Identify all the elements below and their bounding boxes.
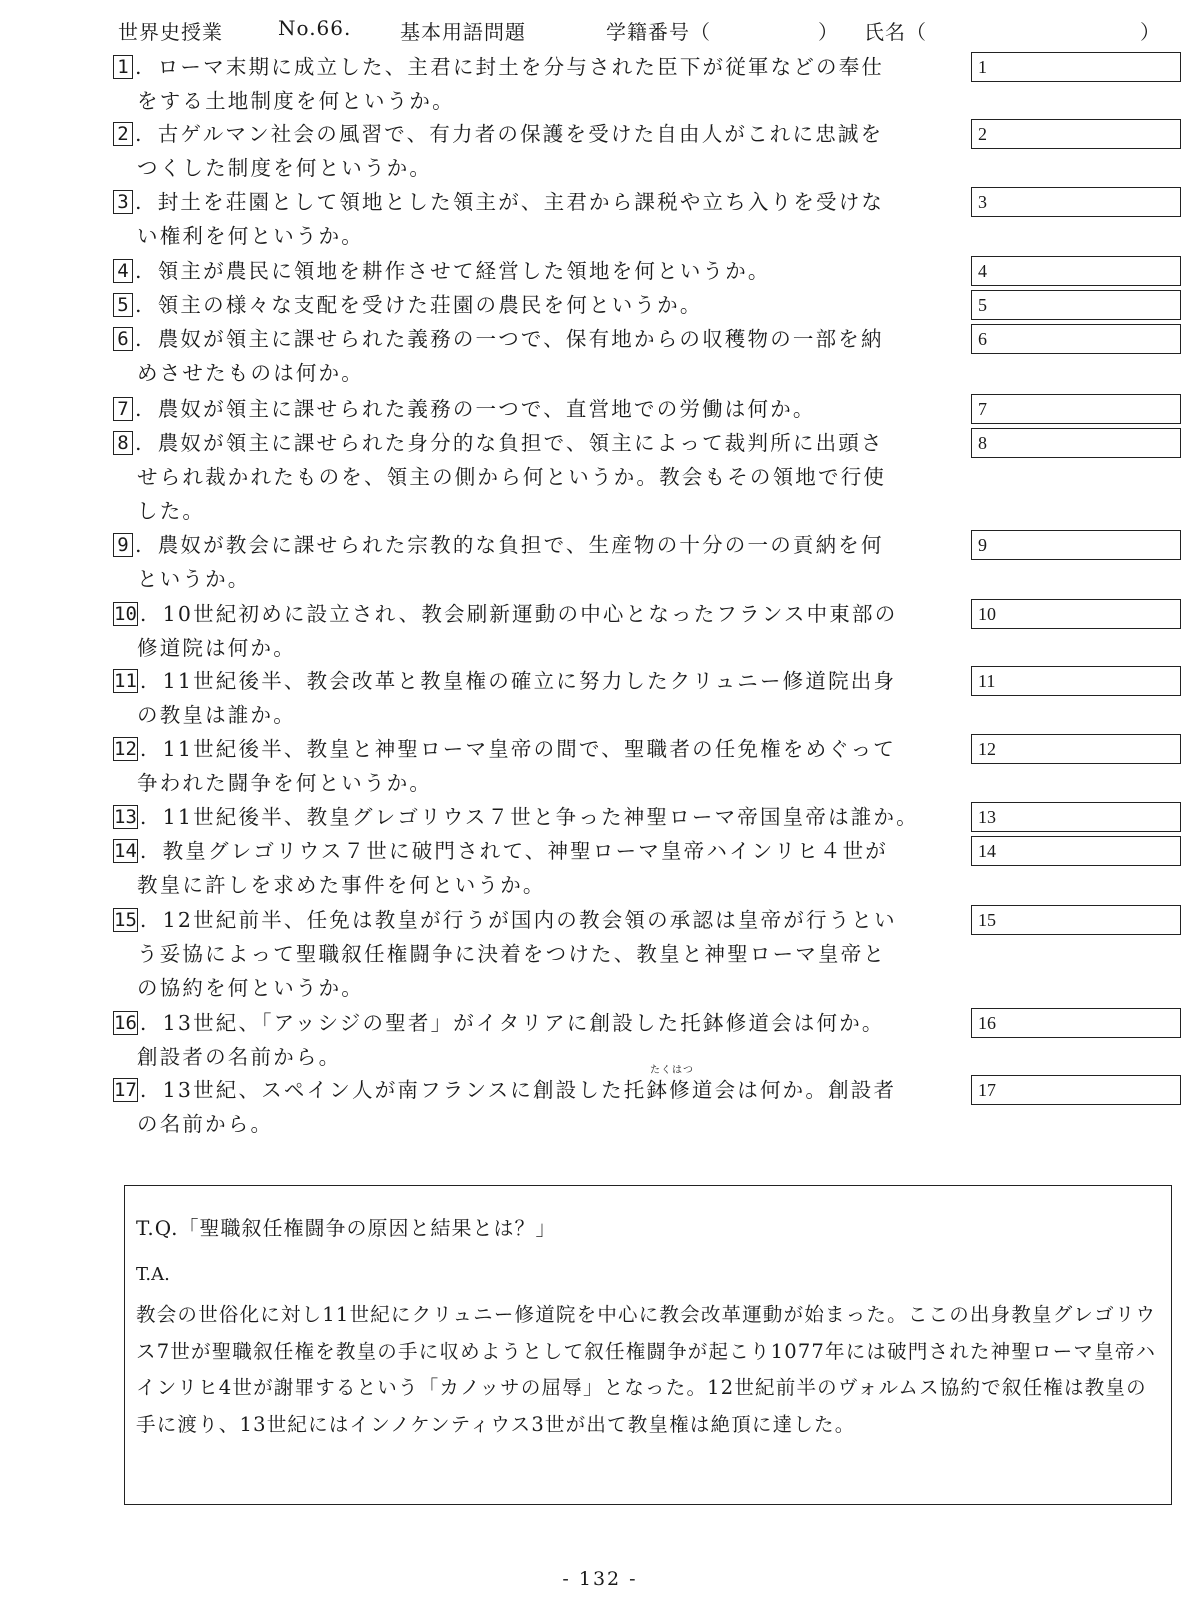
student-name-close: ） <box>1140 20 1161 44</box>
answer-box-3[interactable]: 3 <box>971 187 1181 217</box>
question-15 <box>113 903 973 1005</box>
question-7 <box>113 392 973 426</box>
question-number-box: 1 <box>113 55 133 79</box>
question-number-box: 12 <box>114 738 137 760</box>
question-text: 13世紀、スペイン人が南フランスに創設した托鉢修道会は何か。創設者 <box>162 1078 897 1102</box>
question-line: 13 . 11世紀後半、教皇グレゴリウス７世と争った神聖ローマ帝国皇帝は誰か。 <box>114 805 919 829</box>
student-id-label: 学籍番号（ <box>606 20 711 44</box>
question-number-box: 3 <box>113 190 133 214</box>
question-text-continued: めさせたものは何か。 <box>137 361 364 385</box>
question-number-box: 5 <box>113 293 133 317</box>
question-14 <box>113 834 973 902</box>
question-text-continued: 創設者の名前から。 <box>137 1045 342 1069</box>
question-line: 1 . ローマ末期に成立した、主君に封土を分与された臣下が従軍などの奉仕 <box>113 50 973 84</box>
question-text-continued: をする土地制度を何というか。 <box>137 89 455 113</box>
question-text: 11世紀後半、教皇と神聖ローマ皇帝の間で、聖職者の任免権をめぐって <box>162 737 896 761</box>
question-text: 13世紀、「アッシジの聖者」がイタリアに創設した托鉢修道会は何か。 <box>162 1011 885 1035</box>
answer-box-8[interactable]: 8 <box>971 428 1181 458</box>
question-text-continued: 教皇に許しを求めた事件を何というか。 <box>137 873 546 897</box>
answer-box-16[interactable]: 16 <box>971 1008 1181 1038</box>
question-8 <box>113 426 973 528</box>
question-11 <box>113 664 973 732</box>
question-10 <box>113 597 973 665</box>
question-line: 17 . 13世紀、スペイン人が南フランスに創設した托鉢修道会は何か。創設者 <box>114 1078 897 1102</box>
tq-answer-text: 教会の世俗化に対し11世紀にクリュニー修道院を中心に教会改革運動が始まった。ここの出身教皇グレゴリウス7世が聖職叙任権を教皇の手に収めようとして叙任権闘争が起こり1077年には破門された神聖ローマ皇帝ハインリヒ4世が謝罪するという「カノッサの屈辱」となった。12世紀前半のヴォルムス協約で叙任権は教皇の手に渡り、13世紀にはインノケンティウス3世が出て教皇権は絶頂に達した。 <box>136 1303 1157 1436</box>
question-line: 15 . 12世紀前半、任免は教皇が行うが国内の教会領の承認は皇帝が行うとい <box>114 908 897 932</box>
question-line: 5 . 領主の様々な支配を受けた荘園の農民を何というか。 <box>113 288 973 322</box>
question-text-continued: つくした制度を何というか。 <box>137 156 433 180</box>
answer-box-4[interactable]: 4 <box>971 256 1181 286</box>
question-line: 9 . 農奴が教会に課せられた宗教的な負担で、生産物の十分の一の貢納を何 <box>113 528 973 562</box>
answer-box-15[interactable]: 15 <box>971 905 1181 935</box>
question-number-box: 17 <box>114 1079 137 1101</box>
question-number-box: 2 <box>113 122 133 146</box>
question-number-box: 8 <box>113 431 133 455</box>
question-line: 2 . 古ゲルマン社会の風習で、有力者の保護を受けた自由人がこれに忠誠を <box>113 117 973 151</box>
answer-box-11[interactable]: 11 <box>971 666 1181 696</box>
question-number-box: 4 <box>113 259 133 283</box>
question-number-box: 9 <box>113 533 133 557</box>
question-text: 領主の様々な支配を受けた荘園の農民を何というか。 <box>157 293 703 317</box>
question-number-box: 7 <box>113 397 133 421</box>
question-number-box: 13 <box>114 806 137 828</box>
question-text: 農奴が領主に課せられた義務の一つで、直営地での労働は何か。 <box>157 397 816 421</box>
answer-box-7[interactable]: 7 <box>971 394 1181 424</box>
question-3 <box>113 185 973 253</box>
question-number-box: 16 <box>114 1012 137 1034</box>
question-number-box: 15 <box>114 909 137 931</box>
question-text: 農奴が教会に課せられた宗教的な負担で、生産物の十分の一の貢納を何 <box>157 533 884 557</box>
question-line: 7 . 農奴が領主に課せられた義務の一つで、直営地での労働は何か。 <box>113 392 973 426</box>
answer-box-13[interactable]: 13 <box>971 802 1181 832</box>
question-number-box: 10 <box>114 603 137 625</box>
question-2 <box>113 117 973 185</box>
question-text: 農奴が領主に課せられた義務の一つで、保有地からの収穫物の一部を納 <box>157 327 884 351</box>
answer-box-1[interactable]: 1 <box>971 52 1181 82</box>
question-4 <box>113 254 973 288</box>
question-text: ローマ末期に成立した、主君に封土を分与された臣下が従軍などの奉仕 <box>157 55 885 79</box>
question-16 <box>113 1006 973 1074</box>
question-text-continued: 修道院は何か。 <box>137 636 296 660</box>
question-number-box: 11 <box>114 670 137 692</box>
question-9 <box>113 528 973 596</box>
question-number-box: 6 <box>113 327 133 351</box>
question-line: 14 . 教皇グレゴリウス７世に破門されて、神聖ローマ皇帝ハインリヒ４世が <box>114 839 888 863</box>
question-line: 10 . 10世紀初めに設立され、教会刷新運動の中心となったフランス中東部の <box>114 602 898 626</box>
tq-question: T.Q.「聖職叙任権闘争の原因と結果とは？」 <box>136 1216 557 1240</box>
question-17 <box>113 1073 973 1141</box>
question-line: 3 . 封土を荘園として領地とした領主が、主君から課税や立ち入りを受けな <box>113 185 973 219</box>
question-text-continued: した。 <box>137 499 206 523</box>
question-6 <box>113 322 973 390</box>
question-text: 農奴が領主に課せられた身分的な負担で、領主によって裁判所に出頭さ <box>157 431 884 455</box>
question-line: 6 . 農奴が領主に課せられた義務の一つで、保有地からの収穫物の一部を納 <box>113 322 973 356</box>
answer-box-2[interactable]: 2 <box>971 119 1181 149</box>
question-text: 封土を荘園として領地とした領主が、主君から課税や立ち入りを受けな <box>157 190 885 214</box>
answer-box-6[interactable]: 6 <box>971 324 1181 354</box>
answer-box-9[interactable]: 9 <box>971 530 1181 560</box>
answer-box-10[interactable]: 10 <box>971 599 1181 629</box>
question-text-continued: い権利を何というか。 <box>137 224 364 248</box>
question-text-continued: せられ裁かれたものを、領主の側から何というか。教会もその領地で行使 <box>137 465 887 489</box>
question-text: 10世紀初めに設立され、教会刷新運動の中心となったフランス中東部の <box>162 602 898 626</box>
question-text: 12世紀前半、任免は教皇が行うが国内の教会領の承認は皇帝が行うとい <box>162 908 897 932</box>
question-line: 4 . 領主が農民に領地を耕作させて経営した領地を何というか。 <box>113 254 973 288</box>
answer-box-5[interactable]: 5 <box>971 290 1181 320</box>
lesson-number: No.66. <box>278 16 352 40</box>
tq-answer-label: T.A. <box>136 1264 170 1285</box>
answer-box-12[interactable]: 12 <box>971 734 1181 764</box>
question-text: 領主が農民に領地を耕作させて経営した領地を何というか。 <box>157 259 771 283</box>
worksheet-header <box>118 16 1188 46</box>
question-text: 11世紀後半、教皇グレゴリウス７世と争った神聖ローマ帝国皇帝は誰か。 <box>162 805 919 829</box>
answer-box-14[interactable]: 14 <box>971 836 1181 866</box>
question-text-continued: 争われた闘争を何というか。 <box>137 771 433 795</box>
question-1 <box>113 50 973 118</box>
subject-label: 世界史授業 <box>118 20 223 44</box>
question-line: 12 . 11世紀後半、教皇と神聖ローマ皇帝の間で、聖職者の任免権をめぐって <box>114 737 896 761</box>
question-text: 古ゲルマン社会の風習で、有力者の保護を受けた自由人がこれに忠誠を <box>157 122 884 146</box>
question-13 <box>113 800 973 834</box>
furigana: たくはつ <box>650 1065 694 1076</box>
question-text: 11世紀後半、教会改革と教皇権の確立に努力したクリュニー修道院出身 <box>162 669 897 693</box>
question-line: 16 . 13世紀、「アッシジの聖者」がイタリアに創設した托鉢修道会は何か。 <box>114 1011 885 1035</box>
page-number: - 132 - <box>562 1568 638 1590</box>
worksheet-title: 基本用語問題 <box>400 20 526 44</box>
question-12 <box>113 732 973 800</box>
student-name-label: 氏名（ <box>864 20 927 44</box>
student-id-close: ） <box>818 20 839 44</box>
question-text-continued: というか。 <box>137 567 251 591</box>
question-number-box: 14 <box>114 840 137 862</box>
question-text-continued: の協約を何というか。 <box>137 976 364 1000</box>
question-line: 11 . 11世紀後半、教会改革と教皇権の確立に努力したクリュニー修道院出身 <box>114 669 897 693</box>
question-text: 教皇グレゴリウス７世に破門されて、神聖ローマ皇帝ハインリヒ４世が <box>162 839 888 863</box>
question-line: 8 . 農奴が領主に課せられた身分的な負担で、領主によって裁判所に出頭さ <box>113 426 973 460</box>
answer-box-17[interactable]: 17 <box>971 1075 1181 1105</box>
question-text-continued: の教皇は誰か。 <box>137 703 296 727</box>
question-text-continued: の名前から。 <box>137 1112 274 1136</box>
question-text-continued: う妥協によって聖職叙任権闘争に決着をつけた、教皇と神聖ローマ皇帝と <box>137 942 887 966</box>
question-5 <box>113 288 973 322</box>
